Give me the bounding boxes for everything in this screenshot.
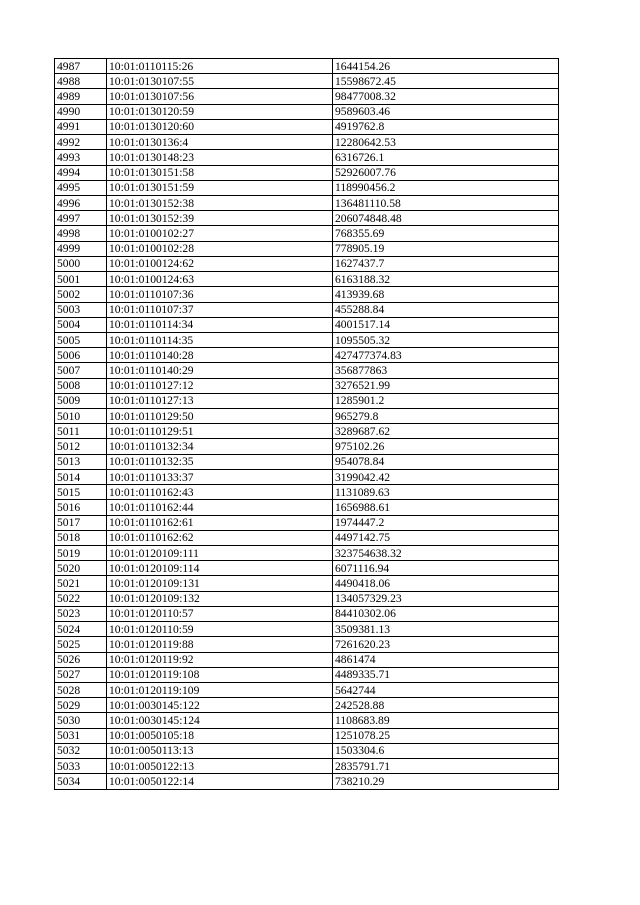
- row-number-cell: 4994: [55, 165, 107, 180]
- row-number-cell: 4991: [55, 119, 107, 134]
- table-row: [55, 759, 559, 774]
- table-row: [55, 195, 559, 210]
- table-row: [55, 287, 559, 302]
- row-number-cell: 5000: [55, 256, 107, 271]
- table-row: [55, 530, 559, 545]
- data-table: [54, 58, 559, 790]
- value-cell: 52926007.76: [333, 165, 559, 180]
- cadastral-number-cell: 10:01:0110114:35: [107, 332, 333, 347]
- value-cell: 738210.29: [333, 774, 559, 789]
- row-number-cell: 5031: [55, 728, 107, 743]
- table-row: [55, 393, 559, 408]
- table-row: [55, 576, 559, 591]
- table-row: [55, 256, 559, 271]
- cadastral-number-cell: 10:01:0110107:37: [107, 302, 333, 317]
- cadastral-number-cell: 10:01:0110133:37: [107, 469, 333, 484]
- value-cell: 1656988.61: [333, 500, 559, 515]
- table-row: [55, 211, 559, 226]
- table-row: [55, 454, 559, 469]
- cadastral-number-cell: 10:01:0110132:34: [107, 439, 333, 454]
- row-number-cell: 4998: [55, 226, 107, 241]
- value-cell: 4001517.14: [333, 317, 559, 332]
- row-number-cell: 5009: [55, 393, 107, 408]
- cadastral-number-cell: 10:01:0110162:43: [107, 485, 333, 500]
- row-number-cell: 5012: [55, 439, 107, 454]
- table-row: [55, 409, 559, 424]
- table-row: [55, 728, 559, 743]
- table-row: [55, 165, 559, 180]
- row-number-cell: 5019: [55, 546, 107, 561]
- cadastral-number-cell: 10:01:0110129:51: [107, 424, 333, 439]
- cadastral-number-cell: 10:01:0130151:58: [107, 165, 333, 180]
- row-number-cell: 5024: [55, 622, 107, 637]
- value-cell: 4497142.75: [333, 530, 559, 545]
- value-cell: 1974447.2: [333, 515, 559, 530]
- value-cell: 356877863: [333, 363, 559, 378]
- value-cell: 15598672.45: [333, 74, 559, 89]
- row-number-cell: 4992: [55, 135, 107, 150]
- table-row: [55, 713, 559, 728]
- value-cell: 2835791.71: [333, 759, 559, 774]
- value-cell: 134057329.23: [333, 591, 559, 606]
- cadastral-number-cell: 10:01:0120109:111: [107, 546, 333, 561]
- table-row: [55, 180, 559, 195]
- table-row: [55, 378, 559, 393]
- value-cell: 4919762.8: [333, 119, 559, 134]
- cadastral-number-cell: 10:01:0130107:55: [107, 74, 333, 89]
- table-row: [55, 591, 559, 606]
- value-cell: 1503304.6: [333, 743, 559, 758]
- table-row: [55, 317, 559, 332]
- value-cell: 4490418.06: [333, 576, 559, 591]
- row-number-cell: 4996: [55, 195, 107, 210]
- row-number-cell: 4989: [55, 89, 107, 104]
- value-cell: 9589603.46: [333, 104, 559, 119]
- table-row: [55, 59, 559, 74]
- cadastral-number-cell: 10:01:0130151:59: [107, 180, 333, 195]
- value-cell: 206074848.48: [333, 211, 559, 226]
- table-row: [55, 485, 559, 500]
- table-row: [55, 606, 559, 621]
- cadastral-number-cell: 10:01:0120109:132: [107, 591, 333, 606]
- cadastral-number-cell: 10:01:0110107:36: [107, 287, 333, 302]
- row-number-cell: 5021: [55, 576, 107, 591]
- table-row: [55, 774, 559, 789]
- value-cell: 975102.26: [333, 439, 559, 454]
- value-cell: 1095505.32: [333, 332, 559, 347]
- value-cell: 1285901.2: [333, 393, 559, 408]
- table-row: [55, 698, 559, 713]
- row-number-cell: 5027: [55, 667, 107, 682]
- table-row: [55, 332, 559, 347]
- row-number-cell: 5013: [55, 454, 107, 469]
- value-cell: 1644154.26: [333, 59, 559, 74]
- cadastral-number-cell: 10:01:0110129:50: [107, 409, 333, 424]
- value-cell: 12280642.53: [333, 135, 559, 150]
- row-number-cell: 4990: [55, 104, 107, 119]
- table-row: [55, 119, 559, 134]
- value-cell: 242528.88: [333, 698, 559, 713]
- value-cell: 427477374.83: [333, 348, 559, 363]
- cadastral-number-cell: 10:01:0030145:122: [107, 698, 333, 713]
- row-number-cell: 4993: [55, 150, 107, 165]
- cadastral-number-cell: 10:01:0120119:108: [107, 667, 333, 682]
- value-cell: 6071116.94: [333, 561, 559, 576]
- value-cell: 4861474: [333, 652, 559, 667]
- row-number-cell: 5018: [55, 530, 107, 545]
- cadastral-number-cell: 10:01:0100102:28: [107, 241, 333, 256]
- table-row: [55, 652, 559, 667]
- cadastral-number-cell: 10:01:0100102:27: [107, 226, 333, 241]
- table-row: [55, 89, 559, 104]
- table-row: [55, 622, 559, 637]
- value-cell: 7261620.23: [333, 637, 559, 652]
- row-number-cell: 4997: [55, 211, 107, 226]
- value-cell: 768355.69: [333, 226, 559, 241]
- table-row: [55, 439, 559, 454]
- value-cell: 6163188.32: [333, 272, 559, 287]
- value-cell: 98477008.32: [333, 89, 559, 104]
- cadastral-number-cell: 10:01:0130120:60: [107, 119, 333, 134]
- cadastral-number-cell: 10:01:0130136:4: [107, 135, 333, 150]
- cadastral-number-cell: 10:01:0120119:92: [107, 652, 333, 667]
- cadastral-number-cell: 10:01:0110127:12: [107, 378, 333, 393]
- row-number-cell: 5006: [55, 348, 107, 363]
- cadastral-number-cell: 10:01:0110132:35: [107, 454, 333, 469]
- value-cell: 6316726.1: [333, 150, 559, 165]
- row-number-cell: 5028: [55, 682, 107, 697]
- row-number-cell: 5008: [55, 378, 107, 393]
- value-cell: 413939.68: [333, 287, 559, 302]
- cadastral-number-cell: 10:01:0130152:39: [107, 211, 333, 226]
- table-row: [55, 226, 559, 241]
- table-row: [55, 667, 559, 682]
- row-number-cell: 5011: [55, 424, 107, 439]
- row-number-cell: 5015: [55, 485, 107, 500]
- table-row: [55, 469, 559, 484]
- cadastral-number-cell: 10:01:0110162:61: [107, 515, 333, 530]
- row-number-cell: 5003: [55, 302, 107, 317]
- cadastral-number-cell: 10:01:0110114:34: [107, 317, 333, 332]
- cadastral-number-cell: 10:01:0120110:59: [107, 622, 333, 637]
- value-cell: 1627437.7: [333, 256, 559, 271]
- row-number-cell: 5032: [55, 743, 107, 758]
- table-row: [55, 241, 559, 256]
- row-number-cell: 5025: [55, 637, 107, 652]
- row-number-cell: 5022: [55, 591, 107, 606]
- row-number-cell: 5029: [55, 698, 107, 713]
- cadastral-number-cell: 10:01:0130148:23: [107, 150, 333, 165]
- row-number-cell: 4987: [55, 59, 107, 74]
- row-number-cell: 5023: [55, 606, 107, 621]
- row-number-cell: 5016: [55, 500, 107, 515]
- row-number-cell: 5030: [55, 713, 107, 728]
- table-row: [55, 302, 559, 317]
- cadastral-number-cell: 10:01:0110162:62: [107, 530, 333, 545]
- value-cell: 3276521.99: [333, 378, 559, 393]
- value-cell: 778905.19: [333, 241, 559, 256]
- value-cell: 5642744: [333, 682, 559, 697]
- value-cell: 4489335.71: [333, 667, 559, 682]
- cadastral-number-cell: 10:01:0100124:63: [107, 272, 333, 287]
- value-cell: 3289687.62: [333, 424, 559, 439]
- value-cell: 954078.84: [333, 454, 559, 469]
- value-cell: 1108683.89: [333, 713, 559, 728]
- cadastral-number-cell: 10:01:0130120:59: [107, 104, 333, 119]
- cadastral-number-cell: 10:01:0050122:13: [107, 759, 333, 774]
- cadastral-number-cell: 10:01:0100124:62: [107, 256, 333, 271]
- cadastral-number-cell: 10:01:0120119:88: [107, 637, 333, 652]
- table-row: [55, 424, 559, 439]
- cadastral-number-cell: 10:01:0050113:13: [107, 743, 333, 758]
- value-cell: 965279.8: [333, 409, 559, 424]
- table-body: [55, 59, 559, 790]
- cadastral-number-cell: 10:01:0030145:124: [107, 713, 333, 728]
- cadastral-number-cell: 10:01:0050105:18: [107, 728, 333, 743]
- value-cell: 3199042.42: [333, 469, 559, 484]
- cadastral-number-cell: 10:01:0120109:114: [107, 561, 333, 576]
- table-row: [55, 348, 559, 363]
- cadastral-number-cell: 10:01:0120110:57: [107, 606, 333, 621]
- cadastral-number-cell: 10:01:0120109:131: [107, 576, 333, 591]
- value-cell: 455288.84: [333, 302, 559, 317]
- row-number-cell: 4999: [55, 241, 107, 256]
- value-cell: 84410302.06: [333, 606, 559, 621]
- row-number-cell: 5001: [55, 272, 107, 287]
- table-row: [55, 272, 559, 287]
- table-row: [55, 135, 559, 150]
- value-cell: 136481110.58: [333, 195, 559, 210]
- value-cell: 118990456.2: [333, 180, 559, 195]
- value-cell: 1251078.25: [333, 728, 559, 743]
- table-row: [55, 363, 559, 378]
- value-cell: 3509381.13: [333, 622, 559, 637]
- row-number-cell: 5002: [55, 287, 107, 302]
- row-number-cell: 5007: [55, 363, 107, 378]
- value-cell: 323754638.32: [333, 546, 559, 561]
- cadastral-number-cell: 10:01:0130152:38: [107, 195, 333, 210]
- value-cell: 1131089.63: [333, 485, 559, 500]
- row-number-cell: 5005: [55, 332, 107, 347]
- row-number-cell: 5034: [55, 774, 107, 789]
- table-row: [55, 561, 559, 576]
- cadastral-number-cell: 10:01:0110140:28: [107, 348, 333, 363]
- row-number-cell: 5033: [55, 759, 107, 774]
- cadastral-number-cell: 10:01:0120119:109: [107, 682, 333, 697]
- table-row: [55, 743, 559, 758]
- row-number-cell: 5004: [55, 317, 107, 332]
- cadastral-number-cell: 10:01:0110140:29: [107, 363, 333, 378]
- cadastral-number-cell: 10:01:0110115:26: [107, 59, 333, 74]
- row-number-cell: 5014: [55, 469, 107, 484]
- row-number-cell: 5017: [55, 515, 107, 530]
- table-row: [55, 682, 559, 697]
- table-row: [55, 546, 559, 561]
- row-number-cell: 5010: [55, 409, 107, 424]
- table-row: [55, 74, 559, 89]
- row-number-cell: 5026: [55, 652, 107, 667]
- cadastral-number-cell: 10:01:0130107:56: [107, 89, 333, 104]
- table-row: [55, 104, 559, 119]
- cadastral-number-cell: 10:01:0050122:14: [107, 774, 333, 789]
- cadastral-number-cell: 10:01:0110127:13: [107, 393, 333, 408]
- table-row: [55, 500, 559, 515]
- row-number-cell: 4995: [55, 180, 107, 195]
- table-row: [55, 515, 559, 530]
- table-row: [55, 150, 559, 165]
- table-row: [55, 637, 559, 652]
- cadastral-number-cell: 10:01:0110162:44: [107, 500, 333, 515]
- row-number-cell: 4988: [55, 74, 107, 89]
- row-number-cell: 5020: [55, 561, 107, 576]
